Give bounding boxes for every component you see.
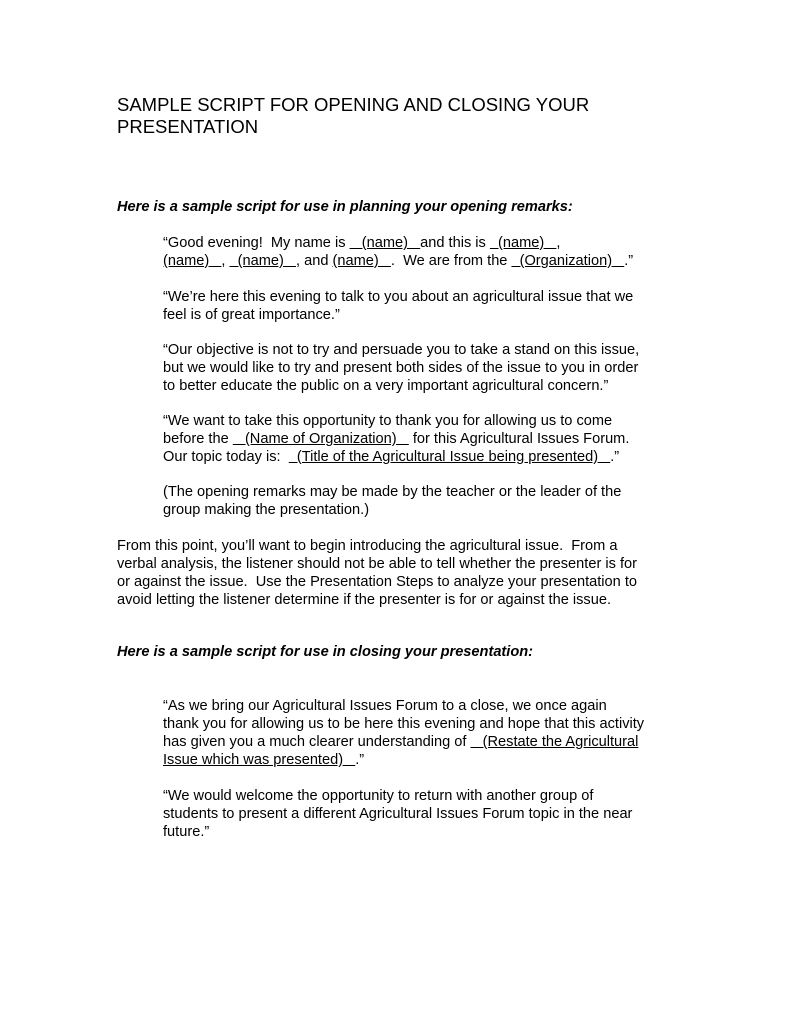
blank-name-3: (name) — [163, 253, 222, 269]
opening-p3-line-2: but we would like to try and present both sides of the issue to you in order — [163, 360, 639, 376]
page-title — [117, 94, 717, 138]
opening-p2-line-2: feel is of great importance.” — [163, 307, 340, 323]
text-segment: has given you a much clearer understanding of — [163, 734, 471, 750]
text-segment: .” — [355, 752, 365, 768]
blank-issue-title: (Title of the Agricultural Issue being presented) — [288, 449, 611, 465]
closing-heading: Here is a sample script for use in closing your presentation: — [117, 644, 534, 660]
blank-name-5: (name) — [332, 253, 391, 269]
opening-p3-line-3: to better educate the public on a very important agricultural concern.” — [163, 378, 609, 394]
opening-p5-line-2: group making the presentation.) — [163, 502, 370, 518]
text-segment: “Good evening! My name is — [163, 235, 350, 251]
opening-p2-line-1: “We’re here this evening to talk to you about an agricultural issue that we — [163, 289, 634, 305]
closing-p2-line-2: students to present a different Agricultural Issues Forum topic in the near — [163, 806, 633, 822]
opening-paragraph-2 — [163, 288, 703, 324]
text-segment: , and — [296, 253, 333, 269]
text-segment: for this Agricultural Issues Forum. — [408, 431, 630, 447]
text-segment: before the — [163, 431, 233, 447]
blank-name-4: (name) — [229, 253, 296, 269]
opening-p1-line-2 — [163, 252, 703, 270]
text-segment: , — [556, 235, 561, 251]
middle-line-1: From this point, you’ll want to begin introducing the agricultural issue. From a — [117, 538, 618, 554]
closing-paragraph-2 — [163, 787, 703, 841]
blank-name-2: (name) — [489, 235, 557, 251]
text-segment: , — [221, 253, 230, 269]
middle-paragraph — [117, 537, 677, 609]
middle-line-4: avoid letting the listener determine if the presenter is for or against the issue. — [117, 592, 612, 608]
opening-p4-line-3 — [163, 448, 703, 466]
blank-restate-issue: (Restate the Agricultural — [470, 734, 639, 750]
blank-restate-issue-cont: Issue which was presented) — [163, 752, 356, 768]
text-segment: and this is — [420, 235, 490, 251]
opening-heading: Here is a sample script for use in planning your opening remarks: — [117, 199, 573, 215]
text-segment: . We are from the — [390, 253, 512, 269]
closing-p1-line-2: thank you for allowing us to be here this evening and hope that this activity — [163, 716, 645, 732]
opening-paragraph-3 — [163, 341, 703, 395]
closing-p1-line-1: “As we bring our Agricultural Issues Forum to a close, we once again — [163, 698, 607, 714]
title-line-1: SAMPLE SCRIPT FOR OPENING AND CLOSING YOUR — [117, 94, 590, 115]
middle-line-2: verbal analysis, the listener should not be able to tell whether the presenter is for — [117, 556, 637, 572]
text-segment: .” — [624, 253, 634, 269]
closing-p1-line-4 — [163, 751, 703, 769]
text-segment: .” — [610, 449, 620, 465]
text-segment: Our topic today is: — [163, 449, 289, 465]
opening-paragraph-5 — [163, 483, 703, 519]
opening-p3-line-1: “Our objective is not to try and persuade you to take a stand on this issue, — [163, 342, 640, 358]
closing-p2-line-1: “We would welcome the opportunity to return with another group of — [163, 788, 594, 804]
closing-p1-line-3 — [163, 733, 703, 751]
title-line-2: PRESENTATION — [117, 116, 259, 137]
blank-name-1: (name) — [349, 235, 421, 251]
opening-p4-line-2 — [163, 430, 703, 448]
opening-paragraph-4 — [163, 412, 703, 466]
blank-name-of-organization: (Name of Organization) — [232, 431, 409, 447]
closing-paragraph-1 — [163, 697, 703, 769]
closing-p2-line-3: future.” — [163, 824, 210, 840]
opening-p1-line-1 — [163, 234, 703, 252]
blank-organization: (Organization) — [511, 253, 625, 269]
opening-p4-line-1: “We want to take this opportunity to thank you for allowing us to come — [163, 413, 613, 429]
opening-paragraph-1 — [163, 234, 703, 270]
middle-line-3: or against the issue. Use the Presentation Steps to analyze your presentation to — [117, 574, 638, 590]
opening-p5-line-1: (The opening remarks may be made by the teacher or the leader of the — [163, 484, 622, 500]
